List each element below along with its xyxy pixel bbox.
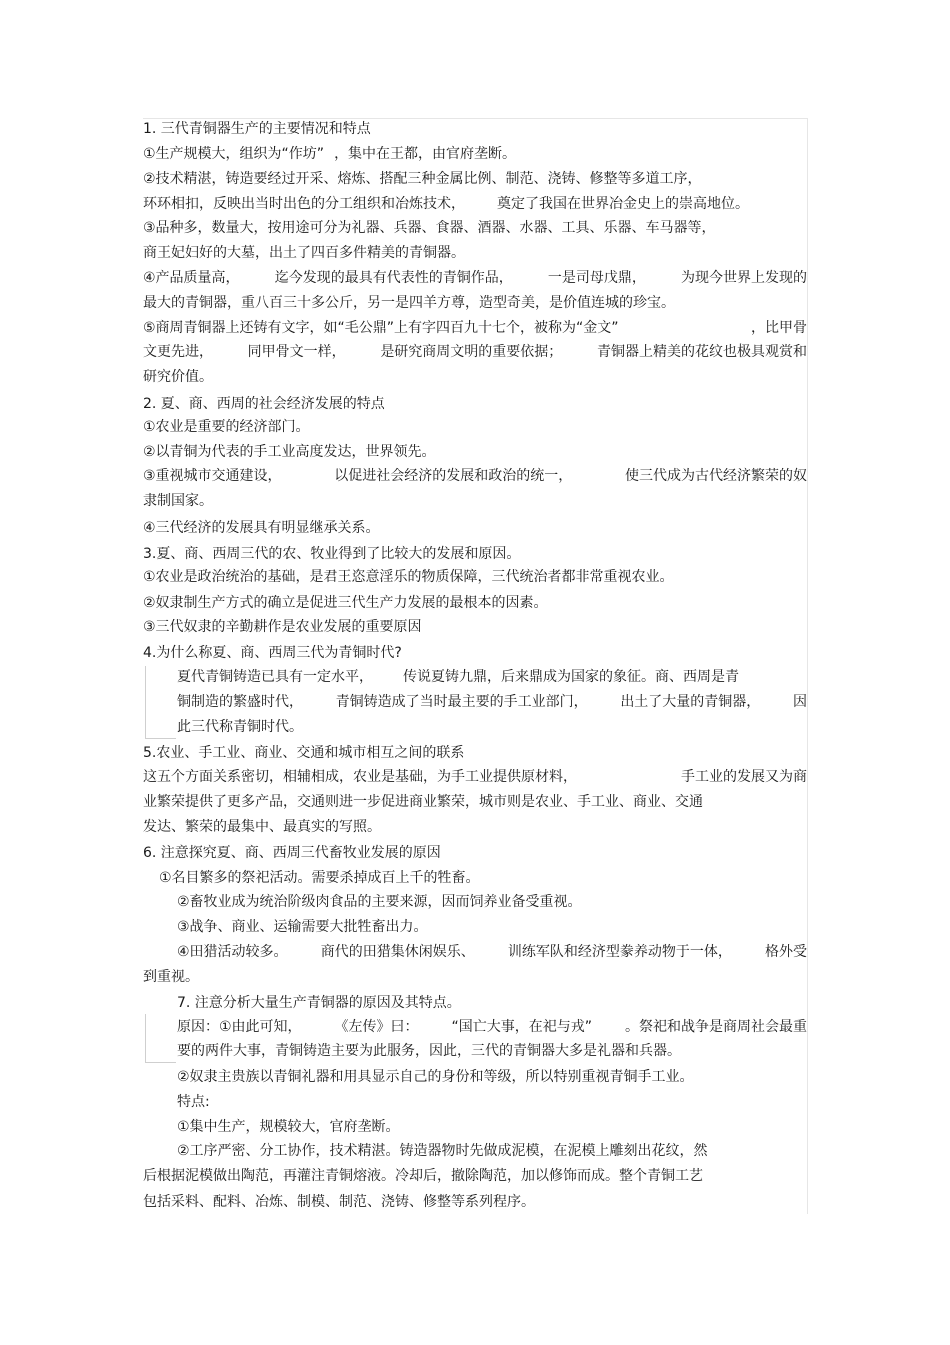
section-heading: 7. 注意分析大量生产青铜器的原因及其特点。: [177, 995, 461, 1011]
text-line: ②畜牧业成为统治阶级肉食品的主要来源，因而饲养业备受重视。: [177, 894, 582, 910]
text-segment: 出土了大量的青铜器，: [620, 694, 761, 710]
text-line: 包括采料、配料、冶炼、制模、制范、浇铸、修整等系列程序。: [143, 1194, 535, 1210]
text-line: ②奴隶主贵族以青铜礼器和用具显示自己的身份和等级，所以特别重视青铜手工业。: [177, 1069, 694, 1085]
text-segment: ①生产规模大，组织为“作坊”: [143, 146, 325, 162]
text-line: ②奴隶制生产方式的确立是促进三代生产力发展的最根本的因素。: [143, 595, 548, 611]
text-segment: 以促进社会经济的发展和政治的统一，: [334, 468, 573, 484]
text-segment: 文更先进，: [143, 344, 213, 360]
text-line: ④三代经济的发展具有明显继承关系。: [143, 520, 380, 536]
section-heading: 1. 三代青铜器生产的主要情况和特点: [143, 121, 371, 137]
indent-bracket: [145, 666, 176, 739]
text-line: 最大的青铜器，重八百三十多公斤，另一是四羊方尊，造型奇美，是价值连城的珍宝。: [143, 295, 675, 311]
text-segment: 训练军队和经济型豢养动物于一体，: [507, 944, 732, 960]
text-line: ①农业是政治统治的基础，是君王恣意淫乐的物质保障，三代统治者都非常重视农业。: [143, 569, 674, 585]
text-line: 隶制国家。: [143, 493, 213, 509]
text-line: ②以青铜为代表的手工业高度发达，世界领先。: [143, 444, 436, 460]
text-line: [143, 195, 749, 213]
text-segment: 因: [792, 694, 807, 710]
text-line: [143, 467, 807, 485]
text-segment: 《左传》曰：: [334, 1019, 419, 1035]
section-heading: 3.夏、商、西周三代的农、牧业得到了比较大的发展和原因。: [143, 546, 521, 562]
text-segment: 使三代成为古代经济繁荣的奴: [625, 468, 807, 484]
text-segment: ④产品质量高，: [143, 270, 240, 286]
text-segment: 青铜器上精美的花纹也极具观赏和: [596, 344, 807, 360]
text-segment: 是研究商周文明的重要依据；: [380, 344, 563, 360]
text-segment: 这五个方面关系密切，相辅相成，农业是基础，为手工业提供原材料，: [143, 769, 577, 785]
text-line: ③品种多，数量大，按用途可分为礼器、兵器、食器、酒器、水器、工具、乐器、车马器等，: [143, 220, 716, 236]
text-segment: 传说夏铸九鼎，后来鼎成为国家的象征。商、西周是青: [403, 669, 739, 685]
text-segment: 迄今发现的最具有代表性的青铜作品，: [274, 270, 513, 286]
text-segment: 夏代青铜铸造已具有一定水平，: [177, 669, 373, 685]
text-line: [143, 319, 807, 337]
text-line: ②工序严密、分工协作，技术精湛。铸造器物时先做成泥模，在泥模上雕刻出花纹，然: [177, 1143, 708, 1159]
text-line: [177, 1018, 807, 1036]
text-line: 要的两件大事，青铜铸造主要为此服务，因此，三代的青铜器大多是礼器和兵器。: [177, 1043, 681, 1059]
text-segment: 一是司母戊鼎，: [547, 270, 646, 286]
text-segment: ，比甲骨: [751, 320, 807, 336]
text-segment: 格外受: [764, 944, 807, 960]
indent-bracket: [145, 1014, 176, 1063]
text-line: ③战争、商业、运输需要大批牲畜出力。: [177, 919, 428, 935]
text-line: [177, 693, 807, 711]
text-line: 业繁荣提供了更多产品，交通则进一步促进商业繁荣，城市则是农业、手工业、商业、交通: [143, 794, 703, 810]
text-line: 发达、繁荣的最集中、最真实的写照。: [143, 819, 381, 835]
text-line: 研究价值。: [143, 369, 213, 385]
text-line: [177, 668, 807, 686]
text-line: [143, 768, 807, 786]
section-heading: 5.农业、手工业、商业、交通和城市相互之间的联系: [143, 745, 465, 761]
text-line: 特点:: [177, 1094, 210, 1110]
text-segment: 。祭祀和战争是商周社会最重: [624, 1019, 807, 1035]
text-segment: 同甲骨文一样，: [247, 344, 346, 360]
text-segment: 商代的田猎集休闲娱乐、: [320, 944, 475, 960]
text-line: 到重视。: [143, 969, 199, 985]
text-segment: 环环相扣，反映出当时出色的分工组织和冶炼技术，: [143, 196, 465, 212]
text-line: [143, 145, 516, 163]
section-heading: 6. 注意探究夏、商、西周三代畜牧业发展的原因: [143, 845, 441, 861]
text-segment: 铜制造的繁盛时代，: [177, 694, 303, 710]
text-line: ①名目繁多的祭祀活动。需要杀掉成百上千的牲畜。: [159, 870, 480, 886]
text-segment: 为现今世界上发现的: [680, 270, 807, 286]
text-line: 商王妃妇好的大墓，出土了四百多件精美的青铜器。: [143, 245, 465, 261]
text-segment: 原因：①由此可知，: [177, 1019, 302, 1035]
text-line: [177, 943, 807, 961]
text-line: 后根据泥模做出陶范，再灌注青铜熔液。冷却后，撤除陶范，加以修饰而成。整个青铜工艺: [143, 1168, 703, 1184]
text-line: ①集中生产，规模较大，官府垄断。: [177, 1119, 400, 1135]
text-segment: ，集中在王都，由官府垄断。: [334, 146, 517, 162]
text-line: ③三代奴隶的辛勤耕作是农业发展的重要原因: [143, 619, 422, 635]
text-segment: “国亡大事，在祀与戎”: [451, 1019, 593, 1035]
text-line: [143, 343, 807, 361]
text-segment: ④田猎活动较多。: [177, 944, 288, 960]
section-heading: 4.为什么称夏、商、西周三代为青铜时代?: [143, 645, 402, 661]
section-heading: 2. 夏、商、西周的社会经济发展的特点: [143, 396, 385, 412]
text-segment: 手工业的发展又为商: [681, 769, 807, 785]
text-segment: 奠定了我国在世界冶金史上的崇高地位。: [497, 196, 749, 212]
text-segment: ⑤商周青铜器上还铸有文字，如“毛公鼎”上有字四百九十七个，被称为“金文”: [143, 320, 619, 336]
text-segment: ③重视城市交通建设，: [143, 468, 282, 484]
text-line: 此三代称青铜时代。: [177, 719, 303, 735]
text-line: ①农业是重要的经济部门。: [143, 419, 310, 435]
text-line: [143, 269, 807, 287]
text-segment: 青铜铸造成了当时最主要的手工业部门，: [335, 694, 588, 710]
text-line: ②技术精湛，铸造要经过开采、熔炼、搭配三种金属比例、制范、浇铸、修整等多道工序，: [143, 171, 702, 187]
